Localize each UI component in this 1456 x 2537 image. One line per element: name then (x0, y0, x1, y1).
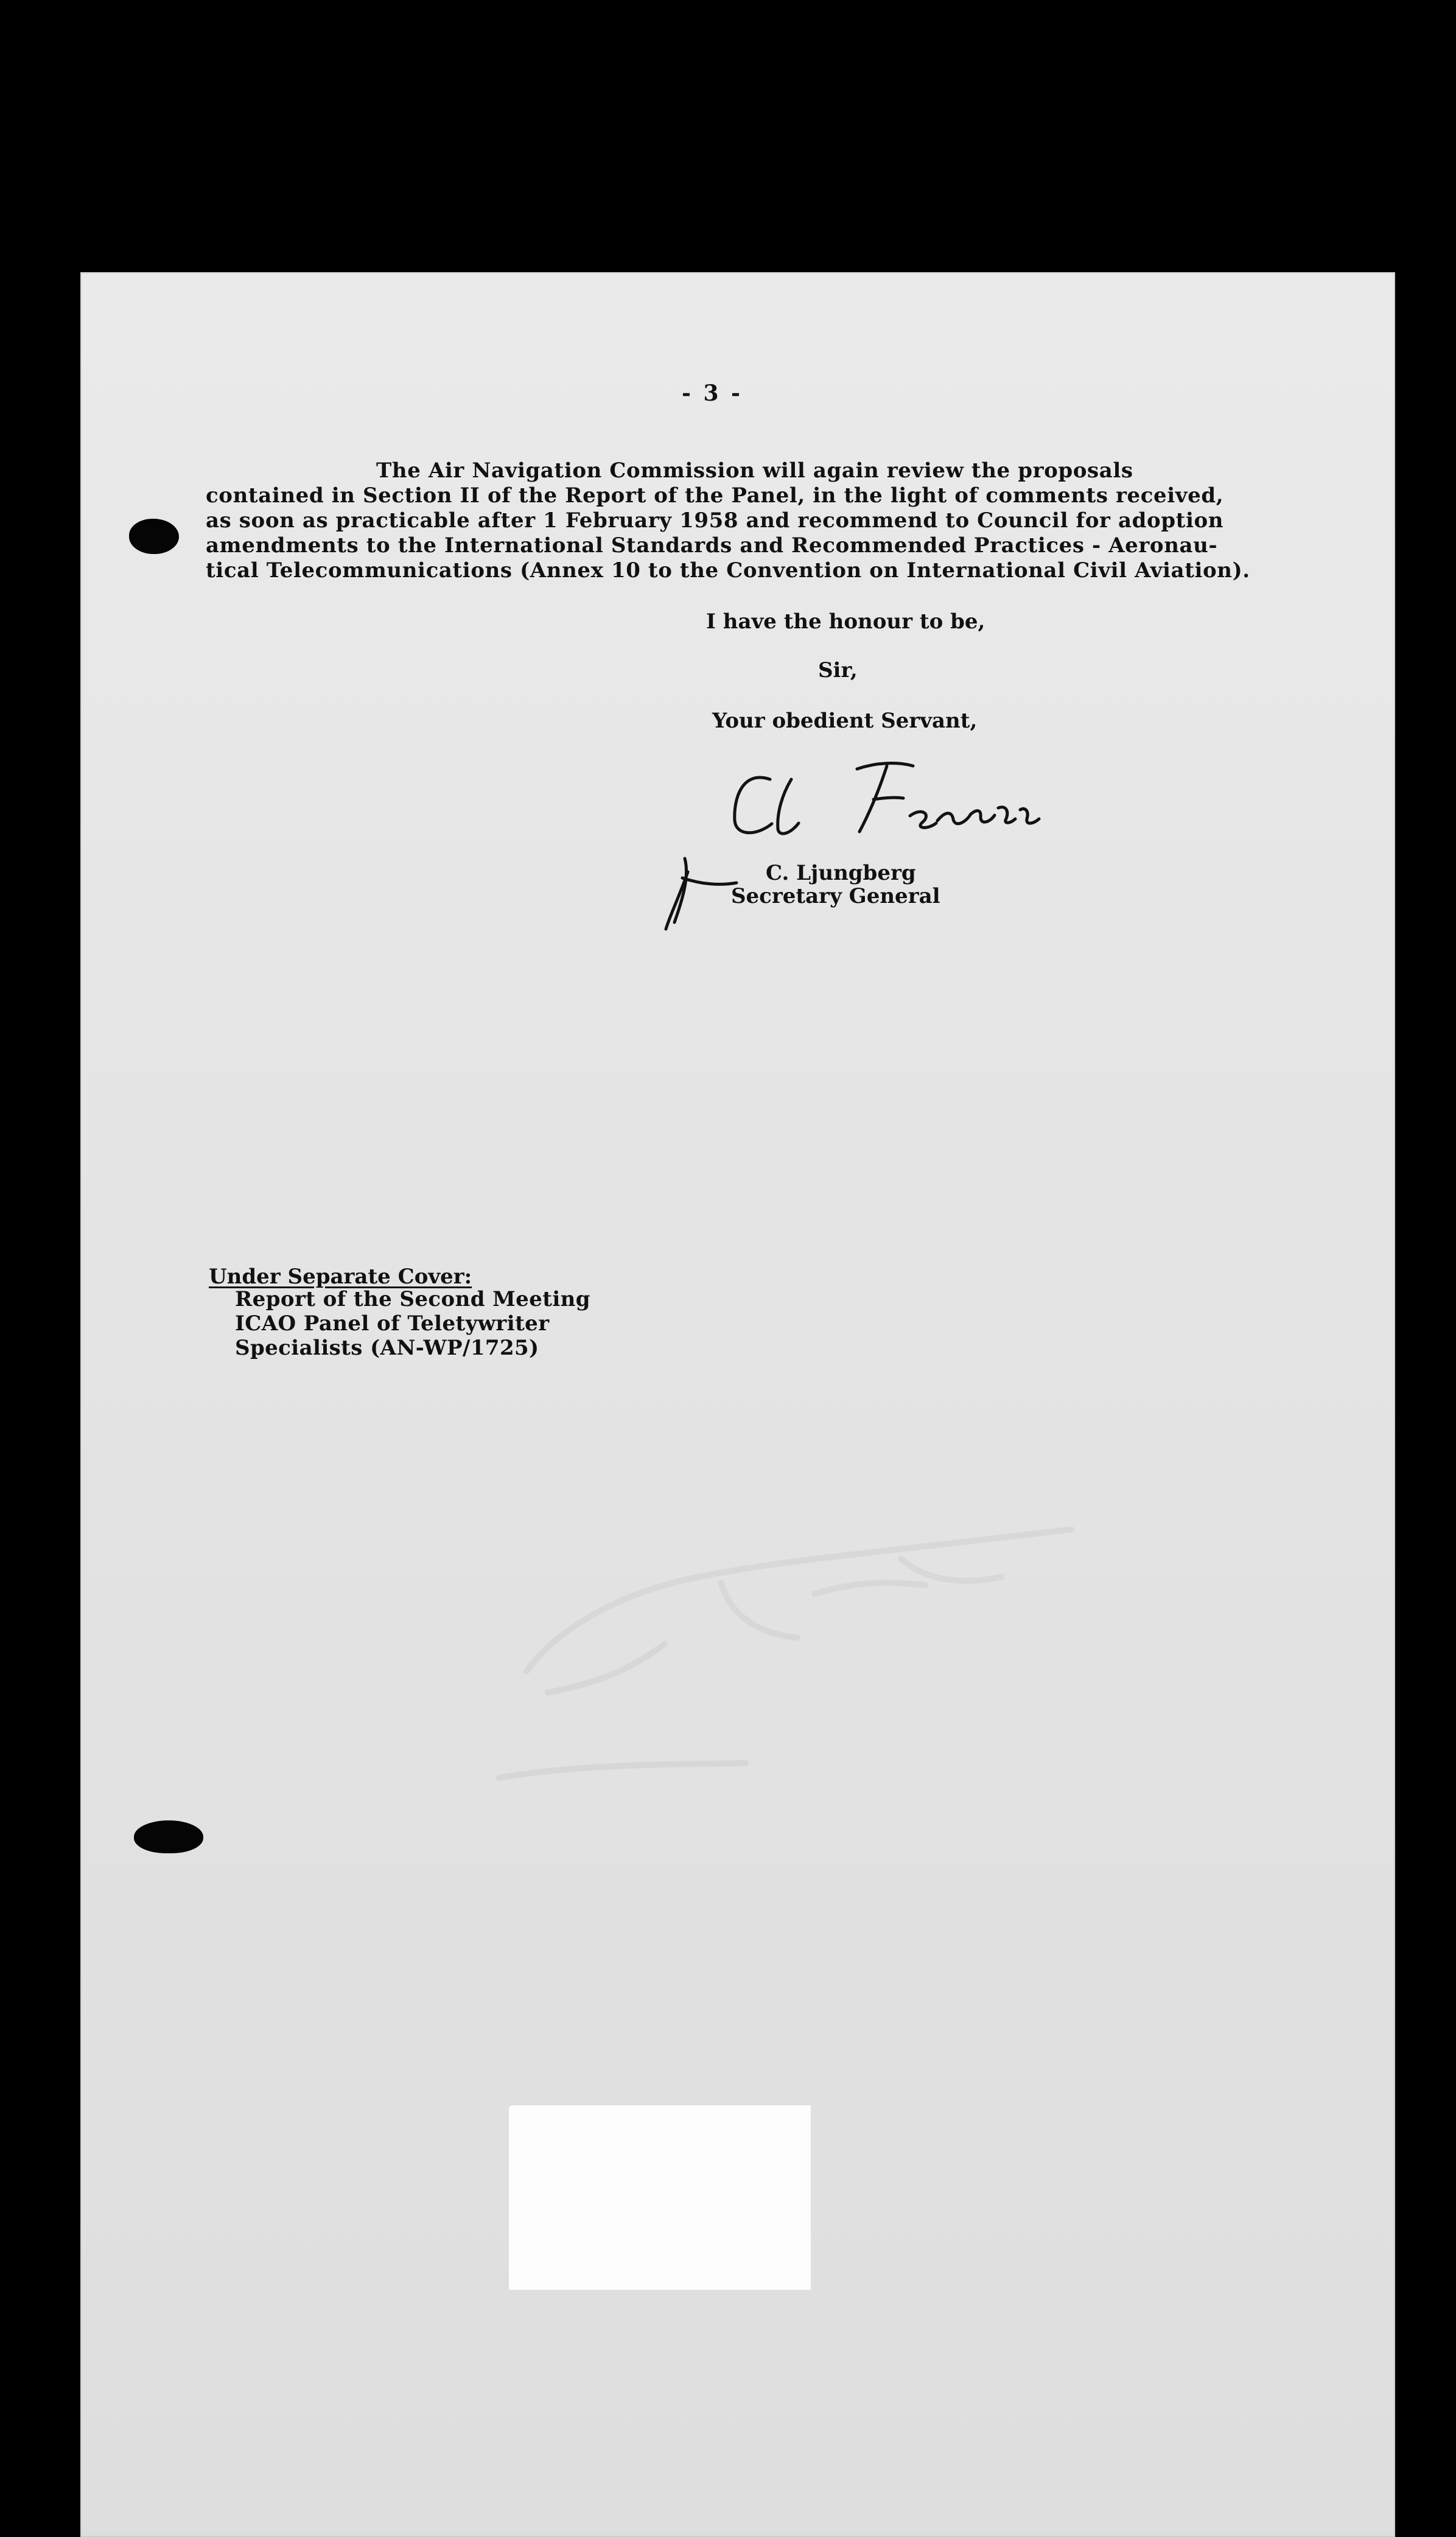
salutation: Sir, (818, 658, 858, 682)
letter-body-line-3: as soon as practicable after 1 February 1958 and recommend to Council for adoption (206, 508, 1224, 533)
letter-body-line-2: contained in Section II of the Report of the Panel, in the light of comments received, (206, 483, 1224, 508)
enclosure-line-1: Report of the Second Meeting (235, 1287, 590, 1311)
blank-label-card (509, 2105, 811, 2290)
letter-body-line-4: amendments to the International Standards and Recommended Practices - Aeronau- (206, 533, 1218, 558)
signer-title: Secretary General (731, 884, 940, 908)
enclosure-line-2: ICAO Panel of Teletywriter (235, 1311, 550, 1336)
letter-body-line-1: The Air Navigation Commission will again review the proposals (376, 458, 1133, 483)
page-number: - 3 - (682, 381, 743, 406)
valediction: Your obedient Servant, (712, 709, 978, 733)
enclosure-heading: Under Separate Cover: (209, 1265, 472, 1289)
signer-name: C. Ljungberg (766, 861, 916, 885)
closing-greeting: I have the honour to be, (706, 609, 985, 634)
enclosure-line-3: Specialists (AN-WP/1725) (235, 1336, 539, 1360)
letter-body-line-5: tical Telecommunications (Annex 10 to the Convention on International Civil Aviation). (206, 558, 1250, 583)
